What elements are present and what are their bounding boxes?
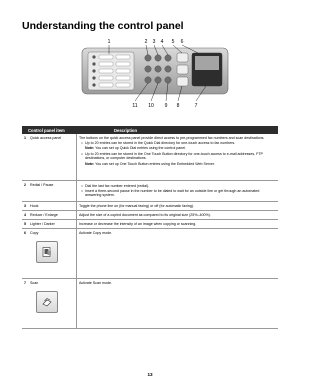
note xyxy=(79,146,276,150)
row-description: Activate Copy mode. xyxy=(79,230,113,235)
copy-icon xyxy=(36,241,58,263)
row-item: Hook xyxy=(28,202,77,210)
callout-2: 2 xyxy=(144,39,148,45)
row-number: 1 xyxy=(24,135,26,140)
callout-11: 11 xyxy=(132,103,138,109)
row-number: 6 xyxy=(24,230,26,235)
row-item: Redial / Pause xyxy=(28,181,77,201)
row-description xyxy=(77,134,278,180)
note-label: Note: xyxy=(85,161,95,166)
callout-4: 4 xyxy=(160,39,164,45)
table-row xyxy=(22,202,278,211)
note-label: Note: xyxy=(85,146,95,151)
row-number: 3 xyxy=(24,203,26,208)
table-row xyxy=(22,211,278,220)
row-number: 2 xyxy=(24,182,26,187)
bullet-text: Up to 20 entries can be stored in the Quick Dial directory for one-touch access to fax numbers. xyxy=(85,140,236,145)
note xyxy=(79,162,276,166)
table-row xyxy=(22,229,278,279)
bullet: • Up to 20 entries can be stored in the Quick Dial directory for one-touch access to fax numbers. xyxy=(79,141,276,145)
note-text: You can set up Quick Dial entries using the control panel. xyxy=(95,146,187,151)
page-number: 13 xyxy=(147,372,153,377)
row-item-cell xyxy=(28,279,77,328)
control-panel-table xyxy=(22,126,278,329)
callout-10: 10 xyxy=(148,103,154,109)
table-row xyxy=(22,279,278,329)
bullet-text: Insert a three-second pause in the number to be dialed to wait for an outside line or get through an automated answering system. xyxy=(85,188,260,198)
row-item-cell xyxy=(28,229,77,278)
callout-7: 7 xyxy=(194,103,198,109)
row-item: Lighter / Darker xyxy=(28,220,77,228)
callout-8: 8 xyxy=(176,103,180,109)
note-text: You can set up One Touch Button entries using the Embedded Web Server. xyxy=(95,161,215,166)
row-item: Reduce / Enlarge xyxy=(28,211,77,219)
table-header xyxy=(22,126,278,134)
table-row xyxy=(22,220,278,229)
row-item: Scan xyxy=(30,280,39,285)
row-description xyxy=(77,181,278,201)
header-description: Description xyxy=(114,127,138,133)
row-number: 4 xyxy=(24,212,26,217)
bullet-text: Dial the last fax number entered (redial). xyxy=(85,183,150,188)
row-description: Toggle the phone line on (for manual faxing) or off (for automatic faxing). xyxy=(79,203,194,208)
callout-6: 6 xyxy=(180,39,184,45)
row-description: Activate Scan mode. xyxy=(79,280,112,285)
row-number: 7 xyxy=(24,280,26,285)
row-description: Increase or decrease the intensity of an image when copying or scanning. xyxy=(79,221,197,226)
table-row xyxy=(22,134,278,181)
bullet: • Insert a three-second pause in the number to be dialed to wait for an outside line or get through an automated answering system. xyxy=(79,189,276,198)
scan-icon xyxy=(36,291,58,313)
header-item: Control panel item xyxy=(28,127,65,133)
control-panel-figure xyxy=(78,38,232,111)
page-title: Understanding the control panel xyxy=(22,20,184,32)
row-item: Copy xyxy=(30,230,39,235)
row-item: Quick access panel xyxy=(28,134,77,180)
bullet-text: Up to 20 entries can be stored in the One Touch Button directory for one-touch access to e-mail addresses, FTP destinations, or computer destinations. xyxy=(85,151,263,161)
bullet: • Up to 20 entries can be stored in the One Touch Button directory for one-touch access to e-mail addresses, FTP destinations, or computer destinations. xyxy=(79,152,276,161)
callout-5: 5 xyxy=(171,39,175,45)
row-description: Adjust the size of a copied document as compared to its original size (25%–400%). xyxy=(79,212,211,217)
table-row xyxy=(22,181,278,202)
callout-3: 3 xyxy=(152,39,156,45)
row-number: 5 xyxy=(24,221,26,226)
callout-9: 9 xyxy=(164,103,168,109)
callout-1: 1 xyxy=(107,39,111,45)
description-text: The buttons on the quick access panel provide direct access to pre-programmed fax numbers and scan destinations. xyxy=(79,135,265,140)
bullet: • Dial the last fax number entered (redial). xyxy=(79,184,276,188)
